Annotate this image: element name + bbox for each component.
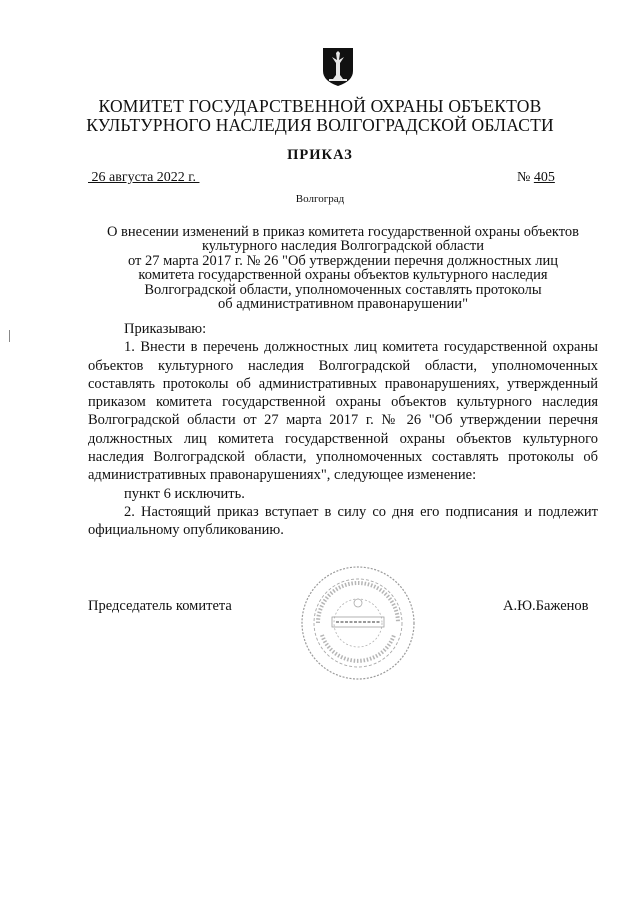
coat-of-arms-emblem xyxy=(322,47,354,87)
official-seal-stamp xyxy=(298,563,418,683)
organization-name xyxy=(0,97,640,135)
order-number-value: 405 xyxy=(533,170,555,185)
order-city: Волгоград xyxy=(295,193,345,205)
order-item-1-sub: пункт 6 исключить. xyxy=(124,485,245,502)
order-item-2: 2. Настоящий приказ вступает в силу со дня его подписания и подлежит официальному опубликованию. xyxy=(88,503,598,539)
order-intro: Приказываю: xyxy=(124,321,207,337)
subject-line: от 27 марта 2017 г. № 26 "Об утверждении перечня должностных лиц xyxy=(127,252,559,269)
subject-line: Волгоградской области, уполномоченных составлять протоколы xyxy=(144,281,542,298)
order-date: 26 августа 2022 г. xyxy=(88,170,200,185)
subject-line: культурного наследия Волгоградской области xyxy=(201,238,485,255)
order-number-prefix: № xyxy=(517,170,534,185)
organization-name-line2: КУЛЬТУРНОГО НАСЛЕДИЯ ВОЛГОГРАДСКОЙ ОБЛАСТИ xyxy=(86,115,554,135)
order-number xyxy=(517,170,555,186)
order-body xyxy=(88,320,598,540)
subject-line: О внесении изменений в приказ комитета государственной охраны объектов xyxy=(106,224,580,240)
order-item-1: 1. Внести в перечень должностных лиц комитета государственной охраны объектов культурного наследия Волгоградской области, уполномоченных составлять протоколы об административных правонарушениях, утвержденный приказом комитета государственной охраны объектов культурного наследия Волгоградской области от 27 марта 2017 г. № 26 "Об утверждении перечня должностных лиц комитета государственной охраны объектов культурного наследия Волгоградской области, уполномоченных составлять протоколы об административных правонарушениях", следующее изменение: xyxy=(88,339,598,484)
signatory-name: А.Ю.Баженов xyxy=(503,598,589,614)
subject-line: комитета государственной охраны объектов культурного наследия xyxy=(138,267,548,284)
document-type-title: ПРИКАЗ xyxy=(287,147,353,163)
order-subject xyxy=(80,225,606,311)
margin-mark xyxy=(9,330,10,342)
organization-name-line1: КОМИТЕТ ГОСУДАРСТВЕННОЙ ОХРАНЫ ОБЪЕКТОВ xyxy=(98,96,542,116)
signatory-position: Председатель комитета xyxy=(88,598,232,614)
subject-line: об административном правонарушении" xyxy=(217,296,468,313)
